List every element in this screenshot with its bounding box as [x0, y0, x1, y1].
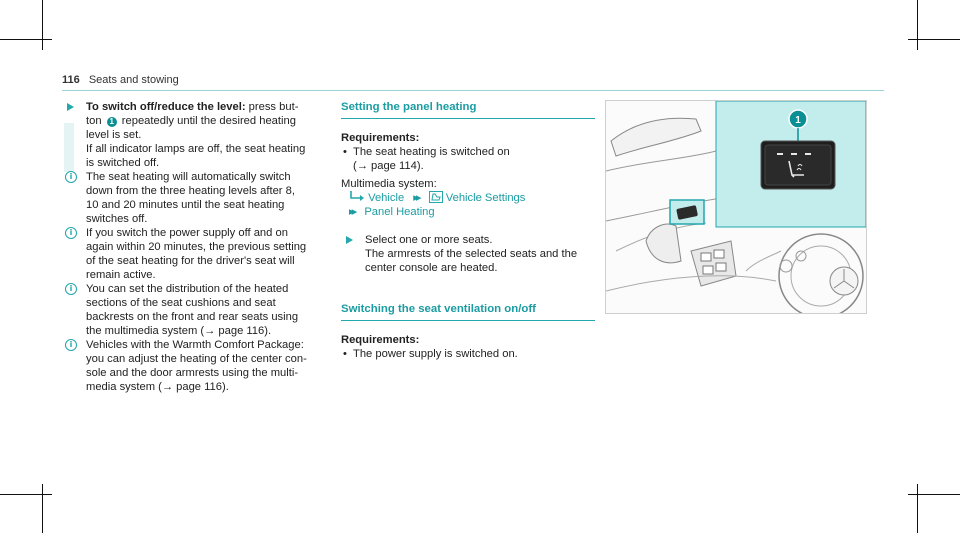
step-arrow-icon [346, 236, 353, 244]
menu-path-line-1 [341, 191, 595, 205]
double-chevron-icon: ▸▸ [413, 192, 419, 204]
page-header [62, 73, 179, 87]
requirement-item [341, 145, 595, 173]
note-text: remain active. [86, 269, 156, 281]
bullet-icon: • [343, 146, 347, 158]
crop-mark [0, 39, 52, 40]
header-rule [62, 90, 884, 91]
menu-vehicle-settings-link[interactable]: Vehicle Settings [445, 192, 526, 204]
note-text: switches off. [86, 213, 148, 225]
note-text: down from the three heating levels after 8, [86, 185, 295, 197]
step-select-seats [341, 233, 595, 275]
car-seat-settings-icon [429, 191, 443, 203]
note-text: sections of the seat cushions and seat [86, 297, 276, 309]
section-rule [341, 320, 595, 321]
info-icon: i [65, 171, 77, 183]
menu-panel-heating-link[interactable]: Panel Heating [364, 206, 435, 218]
step-switch-off [62, 100, 342, 170]
requirement-text: The seat heating is switched on [353, 146, 510, 158]
requirement-item [341, 347, 595, 361]
note-power-supply [62, 226, 342, 282]
note-text: media system (→ page 116). [86, 381, 229, 393]
note-text: If you switch the power supply off and on [86, 227, 288, 239]
menu-path-line-2 [341, 205, 595, 219]
step-text: repeatedly until the desired heating [121, 115, 296, 127]
note-text: the multimedia system (→ page 116). [86, 325, 272, 337]
step-text: Select one or more seats. [365, 234, 493, 246]
step-text: ton [86, 115, 102, 127]
left-column [62, 100, 342, 394]
section-rule [341, 118, 595, 119]
bullet-icon: • [343, 348, 347, 360]
note-warmth-comfort [62, 338, 342, 394]
requirement-text: (→ page 114). [353, 160, 424, 172]
crop-mark [908, 39, 960, 40]
panel-heating-title: Setting the panel heating [341, 101, 477, 113]
crop-mark [917, 484, 918, 533]
double-chevron-icon: ▸▸ [349, 206, 355, 218]
return-arrow-icon [349, 191, 365, 202]
figure-callout: 1 [795, 115, 801, 126]
note-text: Vehicles with the Warmth Comfort Package: [86, 339, 304, 351]
step-text: press but- [245, 101, 299, 113]
crop-mark [42, 0, 43, 50]
note-text: of the seat heating for the driver's seat will [86, 255, 295, 267]
note-auto-off [62, 170, 342, 226]
requirements-label: Requirements: [341, 132, 420, 144]
step-text: center console are heated. [365, 262, 498, 274]
requirements-label: Requirements: [341, 334, 420, 346]
crop-mark [0, 494, 52, 495]
crop-mark [42, 484, 43, 533]
step-text: is switched off. [86, 157, 160, 169]
step-text: If all indicator lamps are off, the seat heating [86, 143, 306, 155]
crop-mark [917, 0, 918, 50]
note-text: again within 20 minutes, the previous setting [86, 241, 307, 253]
door-interior-drawing [606, 101, 866, 313]
multimedia-label: Multimedia system: [341, 178, 437, 190]
note-text: You can set the distribution of the heated [86, 283, 289, 295]
info-icon: i [65, 339, 77, 351]
page-number: 116 [62, 74, 80, 86]
menu-vehicle-link[interactable]: Vehicle [368, 192, 405, 204]
note-text: backrests on the front and rear seats using [86, 311, 299, 323]
requirement-text: The power supply is switched on. [353, 348, 518, 360]
step-title: To switch off/reduce the level: [86, 101, 246, 113]
info-icon: i [65, 283, 77, 295]
info-icon: i [65, 227, 77, 239]
step-arrow-icon [67, 103, 74, 111]
door-panel-illustration [605, 100, 867, 314]
middle-column [341, 100, 595, 361]
step-text: level is set. [86, 129, 142, 141]
note-text: sole and the door armrests using the multi- [86, 367, 299, 379]
note-distribution [62, 282, 342, 338]
note-text: you can adjust the heating of the center con- [86, 353, 307, 365]
section-title: Seats and stowing [88, 74, 179, 86]
crop-mark [908, 494, 960, 495]
ventilation-title: Switching the seat ventilation on/off [341, 303, 536, 315]
note-text: 10 and 20 minutes until the seat heating [86, 199, 285, 211]
callout-badge: 1 [107, 117, 117, 127]
note-text: The seat heating will automatically switch [86, 171, 291, 183]
step-text: The armrests of the selected seats and the [365, 248, 578, 260]
